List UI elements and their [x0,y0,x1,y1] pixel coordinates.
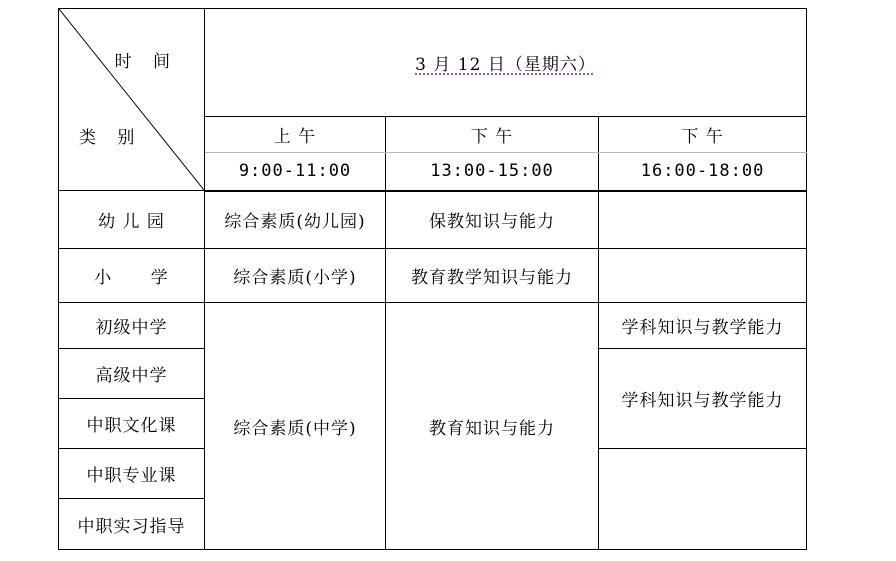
cell-middle-merged-s1: 综合素质(中学) [205,303,386,550]
corner-category-label: 类 别 [79,128,143,148]
corner-time-label: 时 间 [114,52,178,72]
session-label-2: 下 午 [386,117,599,153]
header-corner-cell [59,9,205,191]
cell-kindergarten-s2: 保教知识与能力 [386,191,599,249]
row-category-senior-middle: 高级中学 [59,349,205,399]
cell-senior-vocational-s3: 学科知识与教学能力 [599,349,807,449]
cell-primary-s2: 教育教学知识与能力 [386,249,599,303]
row-category-vocational-practice: 中职实习指导 [59,499,205,550]
session-label-1: 上 午 [205,117,386,153]
cell-primary-s3 [599,249,807,303]
row-category-vocational-specialty: 中职专业课 [59,449,205,499]
exam-date: 3 月 12 日（星期六） [415,55,596,75]
cell-junior-middle-s3: 学科知识与教学能力 [599,303,807,349]
cell-primary-s1: 综合素质(小学) [205,249,386,303]
cell-vocational-lower-s3 [599,449,807,550]
row-category-junior-middle: 初级中学 [59,303,205,349]
row-category-vocational-culture: 中职文化课 [59,399,205,449]
cell-middle-merged-s2: 教育知识与能力 [386,303,599,550]
diagonal-divider [59,9,204,190]
session-time-2: 13:00-15:00 [386,153,599,191]
exam-date-cell [205,9,807,117]
cell-kindergarten-s1: 综合素质(幼儿园) [205,191,386,249]
exam-schedule-table [58,8,807,550]
cell-kindergarten-s3 [599,191,807,249]
row-category-kindergarten: 幼 儿 园 [59,191,205,249]
session-time-1: 9:00-11:00 [205,153,386,191]
session-label-3: 下 午 [599,117,807,153]
row-category-primary: 小 学 [59,249,205,303]
session-time-3: 16:00-18:00 [599,153,807,191]
